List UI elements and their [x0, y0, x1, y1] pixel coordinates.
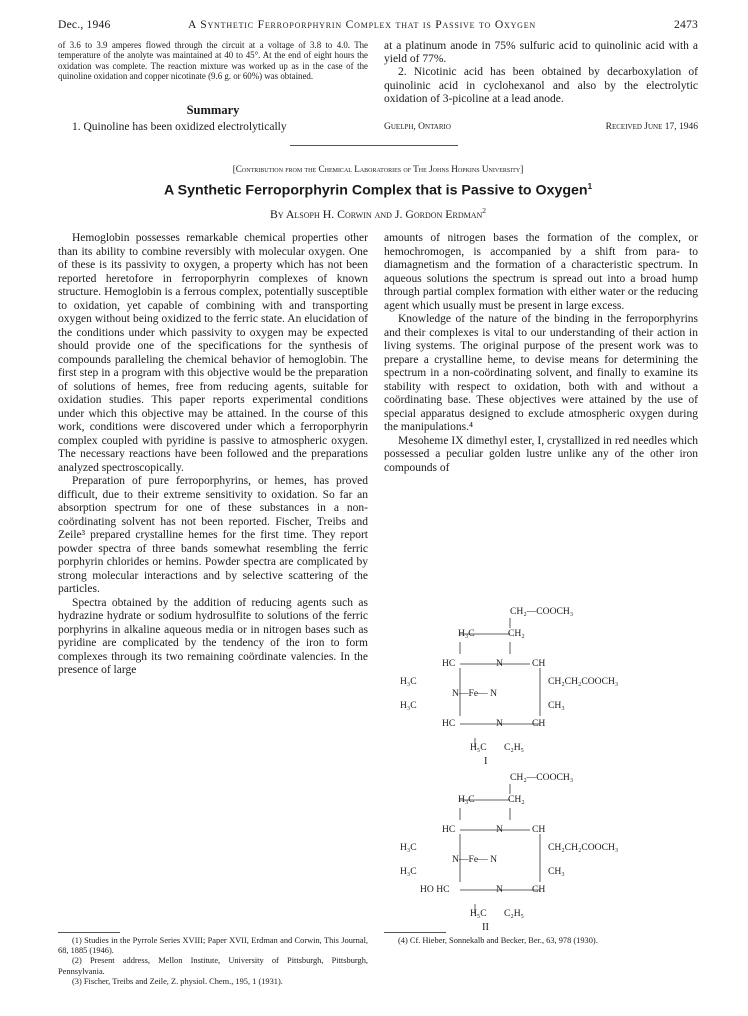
s2-label: II [482, 922, 489, 933]
structure-i: CH₂—COOCH₃ H₃C CH₂ HC N CH H₃C CH₂CH₂COOCH₃ N—Fe— N H₃C CH₃ HC N CH H₅C C₂H₅ I [400, 606, 700, 766]
summary-item-1-cont: at a platinum anode in 75% sulfuric acid to quinolinic acid with a yield of 77%. [384, 40, 698, 66]
paragraph-3: Spectra obtained by the addition of reducing agents such as hydrazine hydrate or sodium hydrosulfite to solutions of the ferric porphyrins in alkaline aqueous media or in nitrogen bases such as pyridine are complicated by the tendency of the iron to form complexes through its two remaining coördinate valencies. In the presence of large [58, 596, 368, 676]
s2-top: CH₂—COOCH₃ [510, 772, 574, 783]
contribution-line: [Contribution from the Chemical Laboratories of The Johns Hopkins University] [232, 164, 524, 174]
paragraph-right-2: Knowledge of the nature of the binding in the ferroporphyrins and their complexes is vital to our understanding of their action in living systems. The original purpose of the present work was to prepare a crystalline heme, to devise means for determining the spectrum in a non-coördinating solvent, and finally to examine its stability with respect to oxidation, both with and without a coördinating base. These objectives were attained by the use of special apparatus designed to exclude atmospheric oxygen during the manipulations.⁴ [384, 313, 698, 433]
paragraph-1: Hemoglobin possesses remarkable chemical properties other than its ability to combine reversibly with molecular oxygen. One of these is its passivity to oxygen, a property which has not been reported heretofore in ferroporphyrin complexes of known structure. Hemoglobin is a ferrous complex, potentially susceptible to oxidation, yet capable of combining with and transporting oxygen without being oxidized to the ferric state. An elucidation of the conditions under which passivity to oxygen may be expected should provide one of the specifications for the synthesis of compounds paralleling the chemical behavior of hemoglobin. The first step in a program with this objective would be the preparation of solutions of hemes, free from reducing agents, suitable for oxidation studies. This paper reports experimental conditions under which this objective may be attained. In the course of this work, conditions were discovered under which a ferroporphyrin complex coupled with pyridine is passive to atmospheric oxygen. The necessary reactions have been followed and the preparations analyzed spectroscopically. [58, 232, 368, 474]
summary-item-1: 1. Quinoline has been oxidized electrolytically [72, 121, 287, 133]
s2-iron-center: N—Fe— N [452, 854, 498, 865]
separator-line [290, 145, 458, 146]
s1-top: CH₂—COOCH₃ [510, 606, 574, 617]
header-running-title: A Synthetic Ferroporphyrin Complex that is Passive to Oxygen [188, 18, 537, 31]
paragraph-right-3: Mesoheme IX dimethyl ester, I, crystallized in red needles which possessed a peculiar golden lustre unlike any of the other iron compounds of [384, 434, 698, 474]
author-location: Guelph, Ontario [384, 122, 451, 132]
experimental-tail: of 3.6 to 3.9 amperes flowed through the circuit at a voltage of 3.8 to 4.0. The temperature of the anolyte was maintained at 40 to 45°. At the end of eight hours the oxidation was complete. The reaction mixture was worked up as in the case of the quinoline oxidation and copper nicotinate (9.6 g. or 60%) was obtained. [58, 40, 368, 82]
right-column [384, 232, 698, 475]
left-column [58, 232, 368, 678]
footnote-rule [58, 932, 120, 933]
received-date: Received June 17, 1946 [605, 122, 698, 132]
s1-label: I [484, 756, 488, 767]
previous-paper-right [384, 40, 698, 106]
s1-iron-center: N—Fe— N [452, 688, 498, 699]
footnote-3: (3) Fischer, Treibs and Zeile, Z. physiol. Chem., 195, 1 (1931). [72, 976, 283, 986]
article-title: A Synthetic Ferroporphyrin Complex that is Passive to Oxygen$^1$ [163, 182, 593, 199]
summary-item-2: 2. Nicotinic acid has been obtained by decarboxylation of quinolinic acid in cyclohexanol and also by the electrolytic oxidation of 3-picoline at a lead anode. [384, 66, 698, 105]
paragraph-right-1: amounts of nitrogen bases the formation of the complex, or hemochromogen, is accompanied by a shift from para- to diamagnetism and the formation of a characteristic spectrum. In aqueous solutions the spectrum is spread out into a broad hump through partial complex formation with either water or the reducing agent which usually must be present in large excess. [384, 232, 698, 312]
footnote-4: (4) Cf. Hieber, Sonnekalb and Becker, Ber., 63, 978 (1930). [398, 936, 598, 945]
footnotes-left [58, 936, 368, 987]
footnote-rule-right [384, 932, 446, 933]
paragraph-2: Preparation of pure ferroporphyrins, or hemes, has proved difficult, due to their extreme sensitivity to oxidation. So far an absorption spectrum for one of these substances in a non-coördinating solvent has not been reported. Fischer, Treibs and Zeile³ prepared crystalline hemes for the first time. They report powder spectra of three bands somewhat resembling the ferric porphyrin chlorides or hemins. Powder spectra are complicated by strong molecular interactions and by selective scattering of the particles. [58, 475, 368, 595]
footnote-1: (1) Studies in the Pyrrole Series XVIII; Paper XVII, Erdman and Corwin, This Journal, 68, 1885 (1946). [58, 936, 368, 956]
footnote-2: (2) Present address, Mellon Institute, University of Pittsburgh, Pittsburgh, Pennsylvania. [58, 956, 368, 976]
summary-heading: Summary [186, 103, 240, 117]
previous-paper-text [58, 40, 368, 82]
structure-ii: CH₂—COOCH₃ H₃C CH₂ HC N CH H₃C CH₂CH₂COOCH₃ N—Fe— N H₃C CH₃ HO HC N CH H₅C C₂H₅ II [400, 772, 700, 932]
page-number: 2473 [674, 18, 698, 31]
footnotes-right [384, 936, 698, 946]
header-date: Dec., 1946 [58, 18, 111, 31]
byline: By Alsoph H. Corwin and J. Gordon Erdman$^2$ [269, 206, 487, 221]
